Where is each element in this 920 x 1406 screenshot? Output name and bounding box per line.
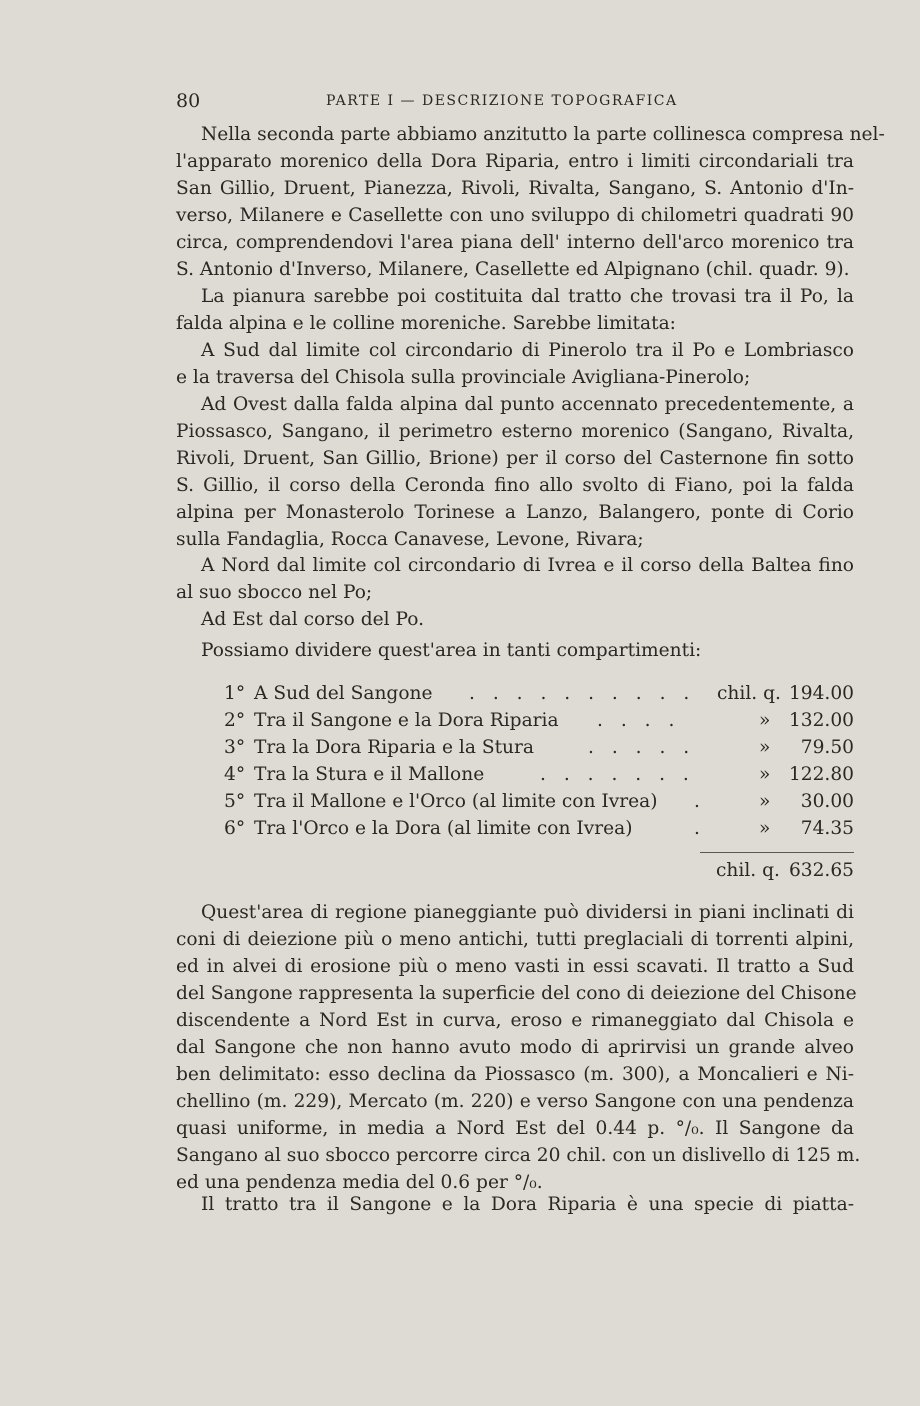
table-row xyxy=(224,762,854,788)
row-description: Tra la Dora Riparia e la Stura xyxy=(254,737,534,758)
text-line: chellino (m. 229), Mercato (m. 220) e verso Sangone con una pendenza xyxy=(176,1091,854,1112)
row-leader-dots: . . . . . . . . . . xyxy=(469,683,696,704)
row-leader-dots: . . . . . xyxy=(588,737,696,758)
row-unit: » xyxy=(759,818,771,839)
page-number: 80 xyxy=(176,90,201,112)
row-value: 122.80 xyxy=(788,764,854,785)
text-line: Piossasco, Sangano, il perimetro esterno morenico (Sangano, Rivalta, xyxy=(176,421,854,442)
row-value: 30.00 xyxy=(800,791,854,812)
row-unit: » xyxy=(759,710,771,731)
text-line: quasi uniforme, in media a Nord Est del 0.44 p. °/₀. Il Sangone da xyxy=(176,1118,854,1139)
text-line: La pianura sarebbe poi costituita dal tratto che trovasi tra il Po, la xyxy=(201,286,854,307)
table-row xyxy=(224,708,854,734)
text-line: del Sangone rappresenta la superficie del cono di deiezione del Chisone xyxy=(176,983,857,1004)
text-line: dal Sangone che non hanno avuto modo di aprirvisi un grande alveo xyxy=(176,1037,854,1058)
row-leader-dots: . . . . xyxy=(597,710,681,731)
text-line: al suo sbocco nel Po; xyxy=(176,582,373,603)
text-line: alpina per Monasterolo Torinese a Lanzo, Balangero, ponte di Corio xyxy=(176,502,854,523)
row-unit: chil. q. xyxy=(717,683,781,704)
text-line: verso, Milanere e Casellette con uno sviluppo di chilometri quadrati 90 xyxy=(176,205,854,226)
row-value: 132.00 xyxy=(788,710,854,731)
total-unit: chil. q. xyxy=(716,860,780,881)
text-line: circa, comprendendovi l'area piana dell' interno dell'arco morenico tra xyxy=(176,232,854,253)
row-leader-dots: . . . . . . . xyxy=(540,764,695,785)
row-description: Tra l'Orco e la Dora (al limite con Ivrea) xyxy=(254,818,633,839)
row-description: Tra la Stura e il Mallone xyxy=(254,764,485,785)
text-line: A Sud dal limite col circondario di Pinerolo tra il Po e Lombriasco xyxy=(201,340,854,361)
text-line: A Nord dal limite col circondario di Ivrea e il corso della Baltea fino xyxy=(201,555,854,576)
sum-rule xyxy=(700,852,854,853)
row-unit: » xyxy=(759,737,771,758)
text-line: Ad Ovest dalla falda alpina dal punto accennato precedentemente, a xyxy=(201,394,854,415)
row-description: A Sud del Sangone xyxy=(254,683,433,704)
text-line: Nella seconda parte abbiamo anzitutto la parte collinesca compresa nel- xyxy=(201,124,885,145)
table-row xyxy=(224,681,854,707)
text-line: San Gillio, Druent, Pianezza, Rivoli, Rivalta, Sangano, S. Antonio d'In- xyxy=(176,178,854,199)
row-value: 194.00 xyxy=(788,683,854,704)
row-description: Tra il Sangone e la Dora Riparia xyxy=(254,710,559,731)
row-description: Tra il Mallone e l'Orco (al limite con Ivrea) xyxy=(254,791,658,812)
row-number: 6° xyxy=(224,818,246,839)
text-line: sulla Fandaglia, Rocca Canavese, Levone, Rivara; xyxy=(176,529,644,550)
row-value: 74.35 xyxy=(800,818,854,839)
table-total xyxy=(716,858,854,884)
row-number: 3° xyxy=(224,737,246,758)
row-number: 2° xyxy=(224,710,246,731)
row-value: 79.50 xyxy=(800,737,854,758)
text-line: Rivoli, Druent, San Gillio, Brione) per il corso del Casternone fin sotto xyxy=(176,448,854,469)
row-leader-dots: . xyxy=(694,791,706,812)
text-line: ben delimitato: esso declina da Piossasco (m. 300), a Moncalieri e Ni- xyxy=(176,1064,854,1085)
row-unit: » xyxy=(759,791,771,812)
table-row xyxy=(224,789,854,815)
text-line: Ad Est dal corso del Po. xyxy=(201,609,425,630)
row-leader-dots: . xyxy=(694,818,706,839)
text-line: coni di deiezione più o meno antichi, tutti preglaciali di torrenti alpini, xyxy=(176,929,854,950)
text-line: S. Gillio, il corso della Ceronda fino allo svolto di Fiano, poi la falda xyxy=(176,475,854,496)
text-line: ed in alvei di erosione più o meno vasti in essi scavati. Il tratto a Sud xyxy=(176,956,854,977)
table-row xyxy=(224,816,854,842)
row-unit: » xyxy=(759,764,771,785)
text-line: Sangano al suo sbocco percorre circa 20 chil. con un dislivello di 125 m. xyxy=(176,1145,861,1166)
text-line: e la traversa del Chisola sulla provinciale Avigliana-Pinerolo; xyxy=(176,367,751,388)
text-line: discendente a Nord Est in curva, eroso e rimaneggiato dal Chisola e xyxy=(176,1010,854,1031)
row-number: 4° xyxy=(224,764,246,785)
running-title: PARTE I — DESCRIZIONE TOPOGRAFICA xyxy=(326,93,678,109)
text-line: ed una pendenza media del 0.6 per °/₀. xyxy=(176,1172,543,1193)
text-line: l'apparato morenico della Dora Riparia, entro i limiti circondariali tra xyxy=(176,151,854,172)
text-line: Il tratto tra il Sangone e la Dora Riparia è una specie di piatta- xyxy=(201,1194,854,1215)
row-number: 5° xyxy=(224,791,246,812)
page-header xyxy=(176,90,854,114)
text-line: S. Antonio d'Inverso, Milanere, Casellette ed Alpignano (chil. quadr. 9). xyxy=(176,259,850,280)
row-number: 1° xyxy=(224,683,246,704)
text-line: Possiamo dividere quest'area in tanti compartimenti: xyxy=(201,640,702,661)
table-row xyxy=(224,735,854,761)
total-value: 632.65 xyxy=(788,860,854,881)
text-line: falda alpina e le colline moreniche. Sarebbe limitata: xyxy=(176,313,676,334)
text-line: Quest'area di regione pianeggiante può dividersi in piani inclinati di xyxy=(201,902,854,923)
